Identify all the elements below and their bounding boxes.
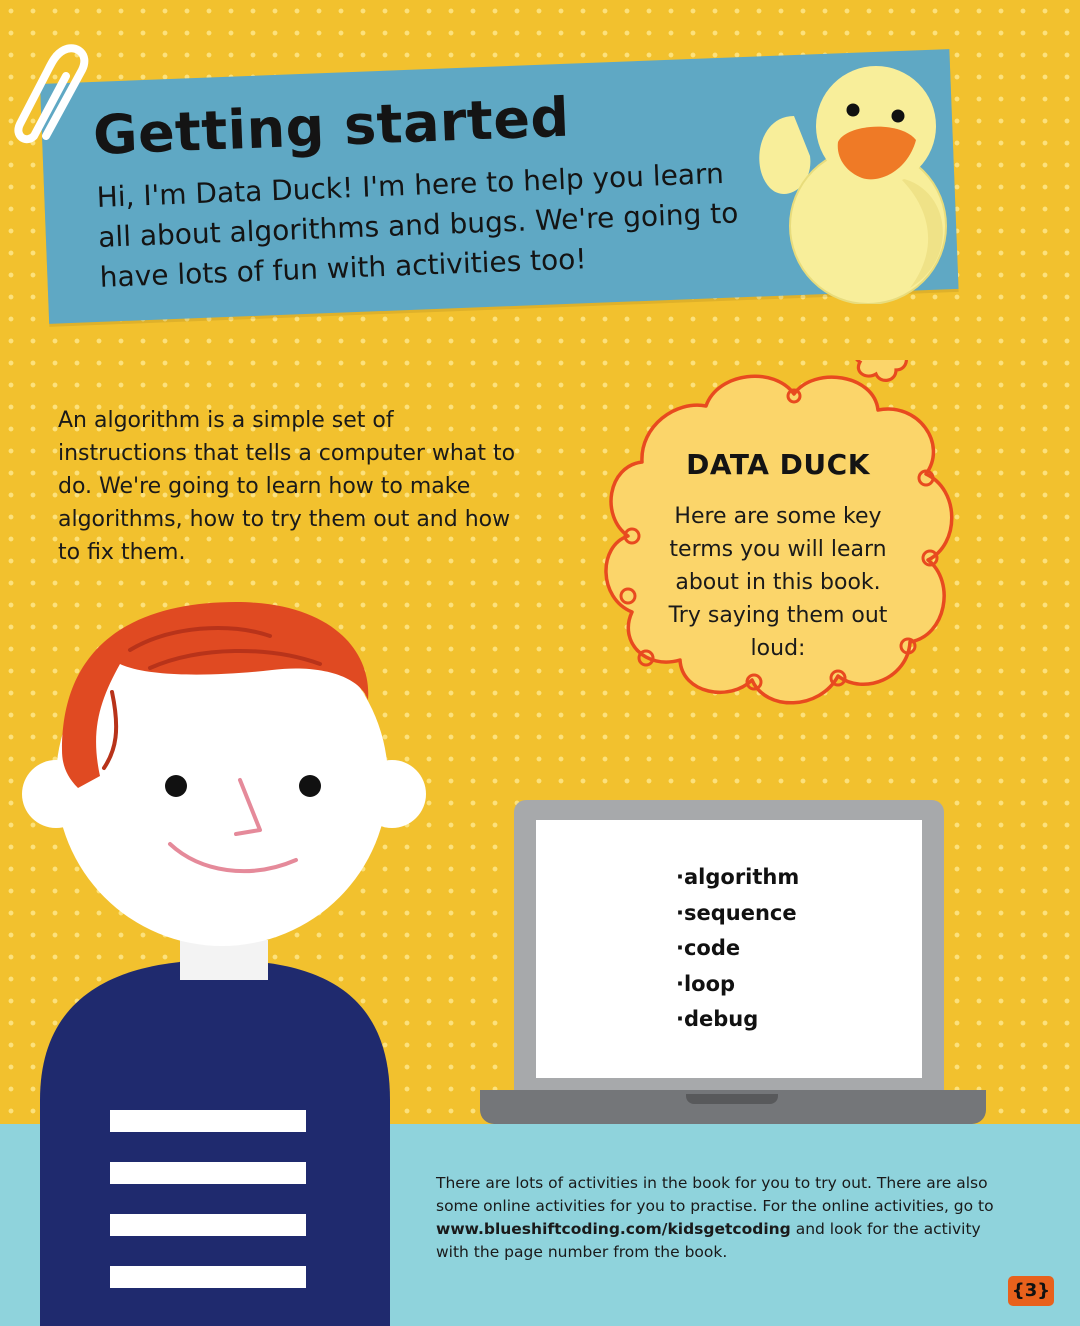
online-activities-text-start: There are lots of activities in the book for you to try out. There are also some online activities for you to practise. For the online activities, go to [436,1174,994,1215]
intro-paragraph: An algorithm is a simple set of instructions that tells a computer what to do. We're going to learn how to make algorithms, how to try them out and how to fix them. [58,408,516,565]
laptop-notch [686,1094,778,1104]
activities-url[interactable]: www.blueshiftcoding.com/kidsgetcoding [436,1220,791,1238]
paperclip-icon [6,40,102,150]
online-activities-text [436,1172,1016,1264]
banner-intro-text: Hi, I'm Data Duck! I'm here to help you learn all about algorithms and bugs. We're going to have lots of fun with activities too! [96,156,739,294]
thought-bubble-heading: DATA DUCK [686,448,870,481]
page-number-badge: {3} [1008,1276,1054,1306]
key-term: · debug [676,1002,799,1038]
duck-illustration [750,58,970,304]
key-term: · sequence [676,896,799,932]
online-activities-text-end: and look for the activity with the page number from the book. [436,1220,981,1261]
thought-bubble-text: Here are some key terms you will learn about in this book. Try saying them out loud: [668,504,888,661]
boy-illustration [0,580,440,1326]
key-term: · loop [676,967,799,1003]
key-terms-list [676,860,799,1038]
key-term: · algorithm [676,860,799,896]
page-title: Getting started [92,85,571,167]
key-term: · code [676,931,799,967]
